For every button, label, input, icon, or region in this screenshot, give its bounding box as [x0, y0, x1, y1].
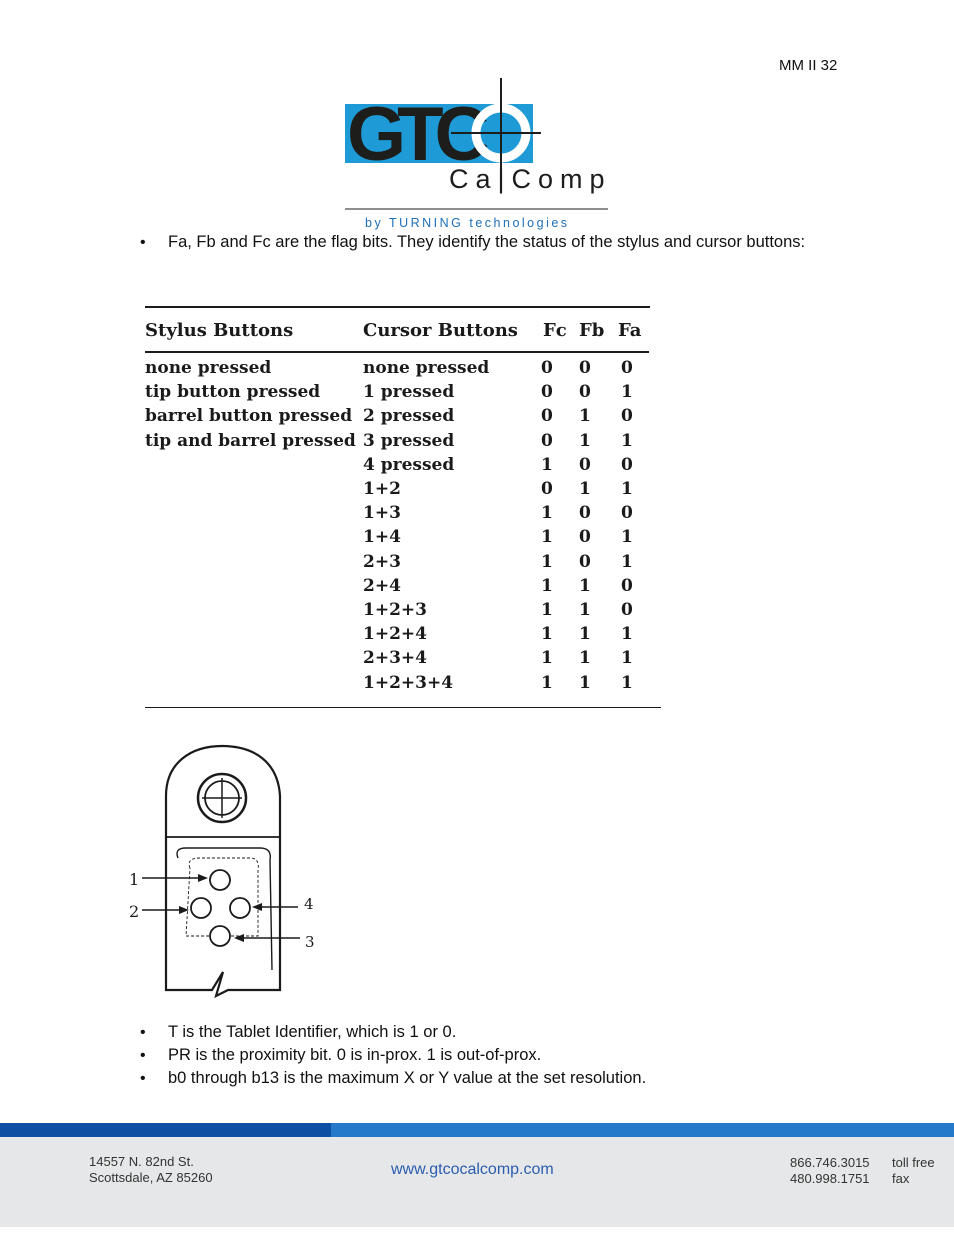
flag-fb-cell: 1 — [579, 672, 591, 693]
footer-color-bar — [0, 1123, 954, 1137]
footer-phones — [790, 1155, 870, 1187]
flag-fb-cell: 0 — [579, 527, 591, 548]
flag-fc-cell: 1 — [541, 600, 553, 620]
flag-fb-cell: 1 — [579, 430, 591, 451]
address-line-2: Scottsdale, AZ 85260 — [89, 1170, 213, 1185]
label-2: 2 — [129, 902, 140, 921]
header-fc: Fc — [543, 320, 567, 341]
stylus-row: tip and barrel pressed — [145, 430, 356, 451]
cursor-row-label: 1+4 — [363, 527, 401, 548]
flag-fb-cell: 1 — [579, 575, 591, 596]
flag-fb-cell: 1 — [579, 479, 591, 499]
flag-fb-cell: 0 — [579, 503, 591, 524]
flag-fa-cell: 1 — [621, 382, 633, 403]
flag-fc-cell: 1 — [541, 624, 553, 645]
arrowhead-4 — [252, 903, 262, 911]
stylus-row: barrel button pressed — [145, 406, 353, 427]
list-item: • b0 through b13 is the maximum X or Y value at the set resolution. — [140, 1067, 840, 1090]
table-top-rule — [145, 306, 650, 308]
header-fb: Fb — [579, 320, 605, 341]
footer-address — [89, 1154, 213, 1186]
flag-fa-cell: 0 — [621, 575, 633, 596]
intro-list — [140, 231, 820, 254]
header-cursor: Cursor Buttons — [363, 320, 518, 341]
flag-fb-cell: 1 — [579, 600, 591, 620]
list-item: • T is the Tablet Identifier, which is 1 or 0. — [140, 1021, 840, 1044]
flag-fb-cell: 0 — [579, 382, 591, 403]
list-item: • Fa, Fb and Fc are the flag bits. They identify the status of the stylus and cursor buttons: — [140, 231, 820, 254]
cursor-row-label: 2+3+4 — [363, 648, 427, 669]
flag-fa-cell: 0 — [621, 503, 633, 524]
gtco-calcomp-logo — [343, 78, 613, 233]
flag-fc-cell: 0 — [541, 382, 553, 403]
logo-letters: GTC — [347, 92, 481, 177]
notes-list — [140, 1021, 840, 1090]
website-link[interactable]: www.gtcocalcomp.com — [391, 1161, 554, 1178]
flag-fc-cell: 1 — [541, 648, 553, 669]
flag-fa-cell: 1 — [621, 479, 633, 499]
cursor-row-label: none pressed — [363, 358, 490, 378]
flag-fb-cell: 0 — [579, 551, 591, 572]
cursor-row-label: 2 pressed — [363, 406, 455, 427]
cursor-row-label: 1+2+3+4 — [363, 672, 454, 693]
stylus-row: tip button pressed — [145, 382, 321, 403]
cursor-puck-diagram — [120, 740, 320, 1005]
cursor-row-label: 4 pressed — [363, 454, 455, 475]
header-fa: Fa — [618, 320, 642, 341]
flag-fc-cell: 1 — [541, 575, 553, 596]
table-bottom-rule — [145, 707, 661, 708]
flag-fb-cell: 1 — [579, 648, 591, 669]
cursor-row-label: 1 pressed — [363, 382, 455, 403]
cursor-row-label: 1+2+3 — [363, 600, 427, 620]
table-header-rule — [145, 351, 649, 353]
cursor-row-label: 2+4 — [363, 575, 401, 596]
arrowhead-3 — [234, 934, 244, 942]
page-number: MM II 32 — [779, 57, 838, 74]
flag-fc-cell: 0 — [541, 479, 553, 499]
flag-fa-cell: 1 — [621, 551, 633, 572]
label-3: 3 — [305, 933, 315, 951]
flag-fc-cell: 1 — [541, 672, 553, 693]
flag-fa-cell: 0 — [621, 600, 633, 620]
flag-fb-cell: 1 — [579, 624, 591, 645]
flag-fc-cell: 0 — [541, 406, 553, 427]
phone-fax: 480.998.1751 — [790, 1171, 870, 1186]
arrowhead-1 — [198, 874, 208, 882]
flag-fc-cell: 0 — [541, 358, 553, 378]
flag-fc-cell: 0 — [541, 430, 553, 451]
page-footer — [0, 1137, 954, 1227]
logo-tagline: by TURNING technologies — [365, 216, 570, 230]
stylus-row: none pressed — [145, 358, 272, 378]
flag-fa-cell: 1 — [621, 527, 633, 548]
flag-fa-cell: 0 — [621, 358, 633, 378]
cursor-row-label: 1+2 — [363, 479, 401, 499]
header-stylus: Stylus Buttons — [145, 320, 294, 341]
cursor-row-label: 2+3 — [363, 551, 401, 572]
button-4 — [230, 898, 250, 918]
flag-fb-cell: 1 — [579, 406, 591, 427]
label-toll-free: toll free — [892, 1155, 935, 1170]
label-fax: fax — [892, 1171, 910, 1186]
flag-fa-cell: 0 — [621, 454, 633, 475]
cursor-row-label: 3 pressed — [363, 430, 455, 451]
flag-fc-cell: 1 — [541, 503, 553, 524]
flag-fc-cell: 1 — [541, 527, 553, 548]
button-2 — [191, 898, 211, 918]
label-1: 1 — [129, 870, 140, 889]
cursor-row-label: 1+3 — [363, 503, 401, 524]
flag-fc-cell: 1 — [541, 551, 553, 572]
flag-fb-cell: 0 — [579, 454, 591, 475]
footer-phone-labels — [892, 1155, 935, 1187]
flag-fc-cell: 1 — [541, 454, 553, 475]
flag-fa-cell: 0 — [621, 406, 633, 427]
flag-fa-cell: 1 — [621, 672, 633, 693]
list-item: • PR is the proximity bit. 0 is in-prox. 1 is out-of-prox. — [140, 1044, 840, 1067]
flag-fa-cell: 1 — [621, 624, 633, 645]
button-1 — [210, 870, 230, 890]
logo-brand: Ca|Comp — [449, 164, 612, 194]
flag-bits-table — [145, 306, 661, 710]
phone-toll-free: 866.746.3015 — [790, 1155, 870, 1170]
cursor-row-label: 1+2+4 — [363, 624, 427, 645]
flag-fb-cell: 0 — [579, 358, 591, 378]
flag-fa-cell: 1 — [621, 430, 633, 451]
flag-fa-cell: 1 — [621, 648, 633, 669]
button-3 — [210, 926, 230, 946]
label-4: 4 — [304, 895, 314, 913]
address-line-1: 14557 N. 82nd St. — [89, 1154, 194, 1169]
